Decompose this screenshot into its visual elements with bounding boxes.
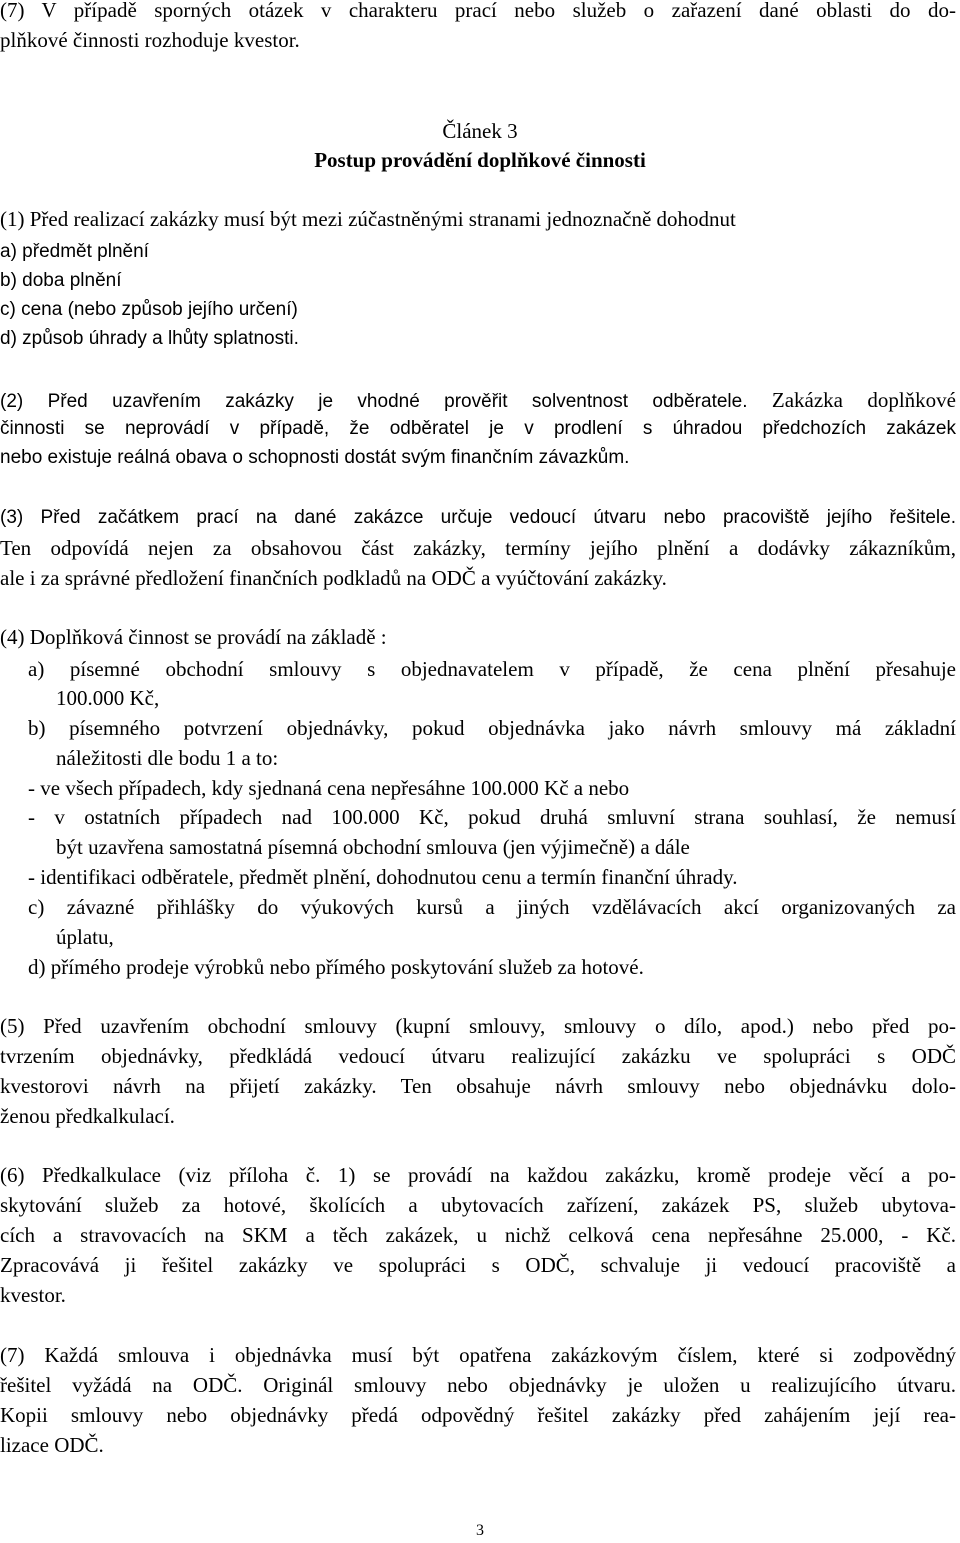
p2-line-2: činnosti se neprovádí v případě, že odběratel je v prodlení s úhradou předchozích zakázek	[0, 418, 956, 439]
p6-line-4: Zpracovává ji řešitel zakázky ve spolupráci s ODČ, schvaluje ji vedoucí pracoviště a	[0, 1253, 956, 1277]
p3-line-2: Ten odpovídá nejen za obsahovou část zakázky, termíny jejího plnění a dodávky zákazníkům,	[0, 536, 956, 560]
p2-line-1a: (2) Před uzavřením zakázky je vhodné prověřit solventnost odběratele.	[0, 391, 748, 412]
p7-line-1: (7) Každá smlouva i objednávka musí být opatřena zakázkovým číslem, které si zodpovědný	[0, 1343, 956, 1367]
p2-line-1	[0, 387, 956, 415]
p4-dash-1: - ve všech případech, kdy sjednaná cena nepřesáhne 100.000 Kč a nebo	[28, 776, 630, 800]
p4-dash-2-cont: být uzavřena samostatná písemná obchodní smlouva (jen výjimečně) a dále	[56, 835, 690, 859]
p7-line-4: lizace ODČ.	[0, 1433, 104, 1457]
p7-line-2: řešitel vyžádá na ODČ. Originál smlouvy nebo objednávky je uložen u realizujícího útvaru.	[0, 1373, 956, 1397]
p5-line-1: (5) Před uzavřením obchodní smlouvy (kupní smlouvy, smlouvy o dílo, apod.) nebo před po-	[0, 1014, 956, 1038]
intro-line-2: plňkové činnosti rozhoduje kvestor.	[0, 28, 300, 52]
p4-lead: (4) Doplňková činnost se provádí na základě :	[0, 625, 387, 649]
p4-item-b-line-2: náležitosti dle bodu 1 a to:	[56, 746, 279, 770]
p2-line-1b: Zakázka doplňkové	[747, 388, 956, 412]
p3-line-1: (3) Před začátkem prací na dané zakázce určuje vedoucí útvaru nebo pracoviště jejího řešitele.	[0, 507, 956, 528]
p5-line-4: ženou předkalkulací.	[0, 1104, 175, 1128]
p1-item-d: d) způsob úhrady a lhůty splatnosti.	[0, 328, 299, 349]
p4-dash-3: - identifikaci odběratele, předmět plnění, dohodnutou cenu a termín finanční úhrady.	[28, 865, 738, 889]
p4-dash-2: - v ostatních případech nad 100.000 Kč, pokud druhá smluvní strana souhlasí, že nemusí	[28, 805, 956, 829]
article-number: Článek 3	[442, 119, 518, 143]
intro-line-1: (7) V případě sporných otázek v charakteru prací nebo služeb o zařazení dané oblasti do do-	[0, 0, 956, 22]
p1-item-c: c) cena (nebo způsob jejího určení)	[0, 299, 298, 320]
p3-line-3: ale i za správné předložení finančních podkladů na ODČ a vyúčtování zakázky.	[0, 566, 667, 590]
p6-line-3: cích a stravovacích na SKM a těch zakázek, u nichž celková cena nepřesáhne 25.000, - Kč.	[0, 1223, 956, 1247]
p1-item-a: a) předmět plnění	[0, 241, 149, 262]
p1-item-b: b) doba plnění	[0, 270, 122, 291]
p4-item-d: d) přímého prodeje výrobků nebo přímého poskytování služeb za hotové.	[28, 955, 644, 979]
page-number: 3	[476, 1522, 484, 1539]
p5-line-2: tvrzením objednávky, předkládá vedoucí útvaru realizující zakázku ve spolupráci s ODČ	[0, 1044, 956, 1068]
p4-item-a-line-2: 100.000 Kč,	[56, 686, 160, 710]
p4-item-a-line-1: a) písemné obchodní smlouvy s objednavatelem v případě, že cena plnění přesahuje	[28, 657, 956, 681]
p2-line-3: nebo existuje reálná obava o schopnosti dostát svým finančním závazkům.	[0, 447, 630, 468]
p6-line-2: skytování služeb za hotové, školících a ubytovacích zařízení, zakázek PS, služeb ubytova-	[0, 1193, 956, 1217]
p6-line-5: kvestor.	[0, 1283, 66, 1307]
p4-item-c-line-1: c) závazné přihlášky do výukových kursů a jiných vzdělávacích akcí organizovaných za	[28, 895, 956, 919]
p6-line-1: (6) Předkalkulace (viz příloha č. 1) se provádí na každou zakázku, kromě prodeje věcí a po-	[0, 1163, 956, 1187]
p4-item-c-line-2: úplatu,	[56, 925, 114, 949]
article-title: Postup provádění doplňkové činnosti	[314, 148, 646, 172]
p7-line-3: Kopii smlouvy nebo objednávky předá odpovědný řešitel zakázky před zahájením její rea-	[0, 1403, 956, 1427]
p1-lead: (1) Před realizací zakázky musí být mezi zúčastněnými stranami jednoznačně dohodnut	[0, 207, 736, 231]
p5-line-3: kvestorovi návrh na přijetí zakázky. Ten obsahuje návrh smlouvy nebo objednávku dolo-	[0, 1074, 956, 1098]
p4-item-b-line-1: b) písemného potvrzení objednávky, pokud objednávka jako návrh smlouvy má základní	[28, 716, 956, 740]
